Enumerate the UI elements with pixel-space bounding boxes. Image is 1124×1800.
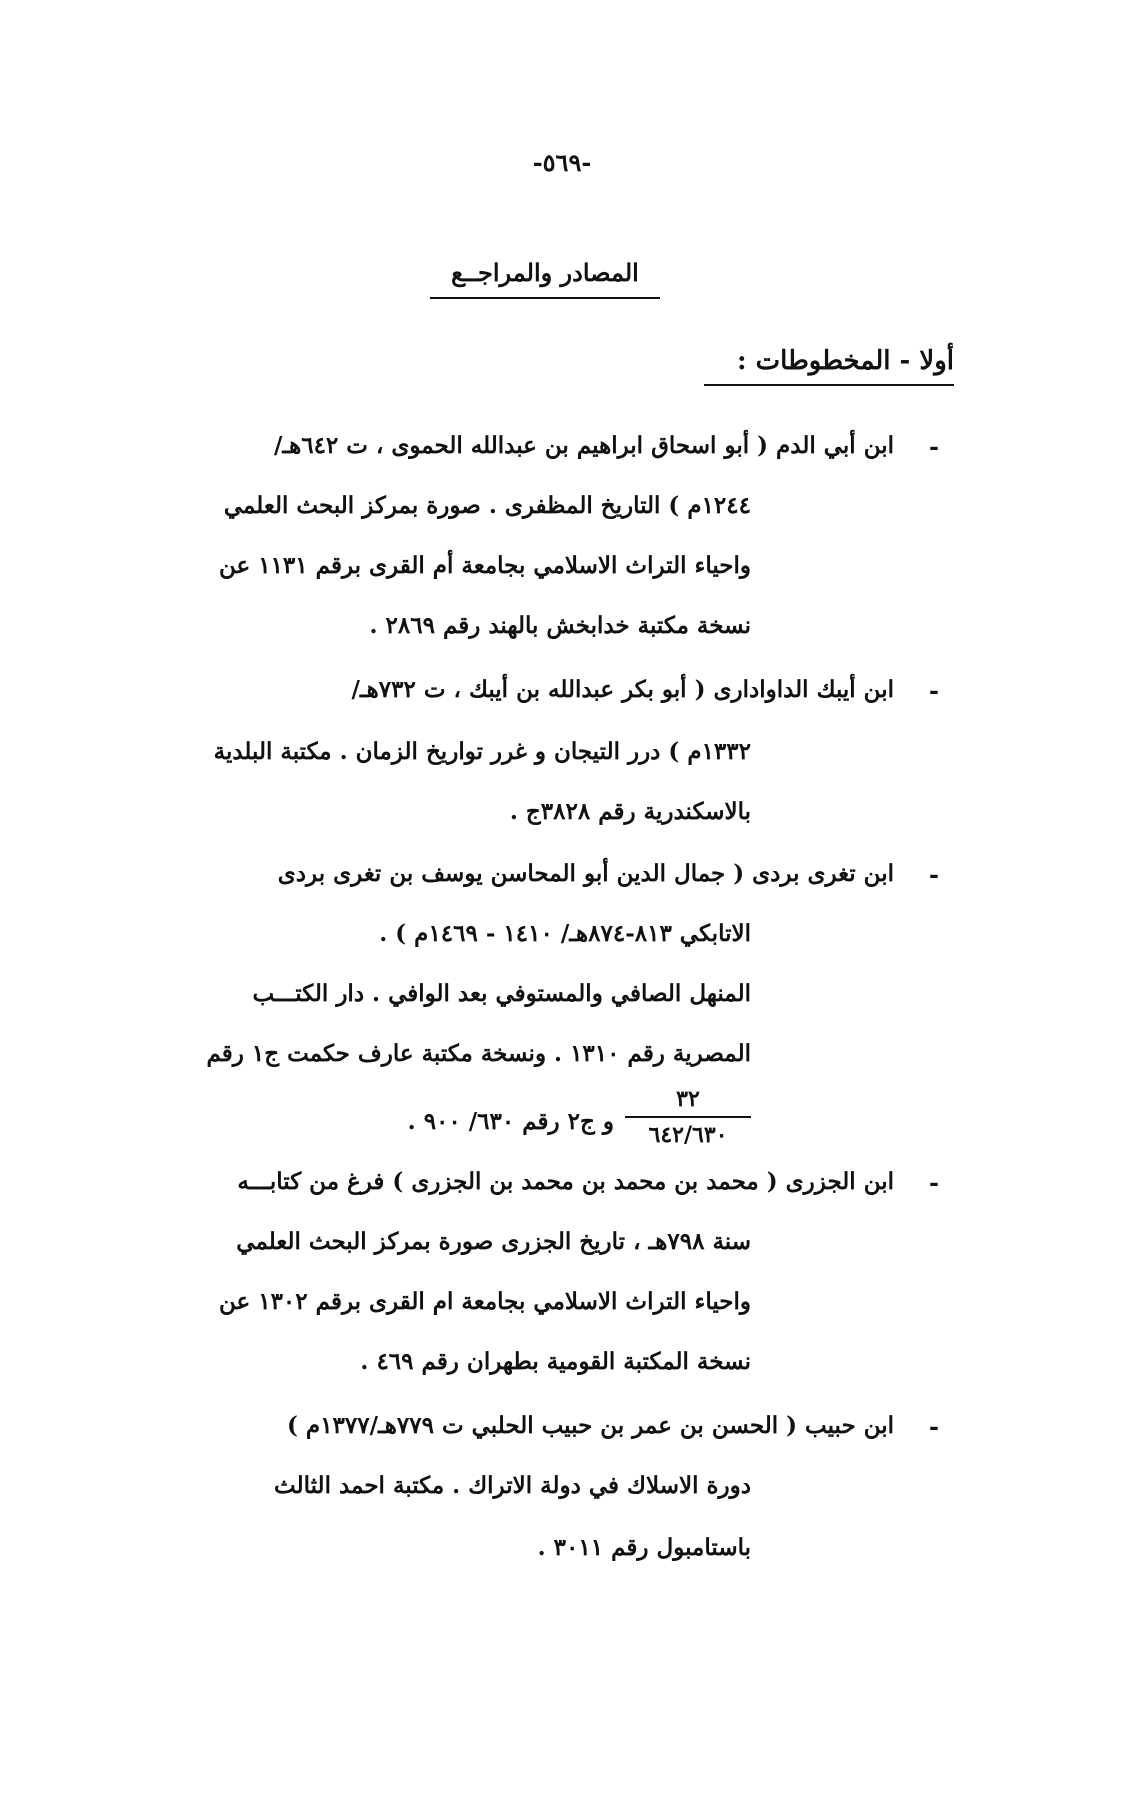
entry-line: ابن الجزرى ( محمد بن محمد بن محمد بن الجزرى ) فرغ من كتابـــه xyxy=(237,1168,894,1195)
entry-line: بالاسكندرية رقم ٣٨٢٨ج . xyxy=(509,798,751,825)
entry-line: ابن أبي الدم ( أبو اسحاق ابراهيم بن عبدالله الحموى ، ت ٦٤٢هـ/ xyxy=(273,432,894,459)
entry-line: دورة الاسلاك في دولة الاتراك . مكتبة احمد الثالث xyxy=(274,1472,751,1499)
entry-dash: - xyxy=(929,1168,939,1197)
entry-line: و ج٢ رقم ٦٣٠/ ٩٠٠ . xyxy=(407,1108,614,1135)
entry-line: المصرية رقم ١٣١٠ . ونسخة مكتبة عارف حكمت ج١ رقم xyxy=(206,1040,751,1067)
entry-line: الاتابكي ٨١٣-٨٧٤هـ/ ١٤١٠ - ١٤٦٩م ) . xyxy=(379,920,751,947)
entry-dash: - xyxy=(929,676,939,705)
entry-line: واحياء التراث الاسلامي بجامعة أم القرى برقم ١١٣١ عن xyxy=(218,552,751,579)
entry-line: سنة ٧٩٨هـ ، تاريخ الجزرى صورة بمركز البحث العلمي xyxy=(236,1228,751,1255)
fraction-numerator: ٣٢ xyxy=(625,1086,751,1118)
section-heading: أولا - المخطوطات : xyxy=(704,346,954,386)
entry-dash: - xyxy=(929,432,939,461)
entry-dash: - xyxy=(929,1412,939,1441)
page-title: المصادر والمراجــع xyxy=(430,258,660,299)
entry-line: المنهل الصافي والمستوفي بعد الوافي . دار الكتـــب xyxy=(252,980,751,1007)
shelfmark-fraction xyxy=(625,1086,751,1148)
entry-line: نسخة مكتبة خدابخش بالهند رقم ٢٨٦٩ . xyxy=(369,612,751,639)
entry-line: ابن حبيب ( الحسن بن عمر بن حبيب الحلبي ت ٧٧٩هـ/١٣٧٧م ) xyxy=(287,1412,894,1439)
entry-line: ١٢٤٤م ) التاريخ المظفرى . صورة بمركز البحث العلمي xyxy=(223,492,751,519)
entry-dash: - xyxy=(929,860,939,889)
fraction-denominator: ٦٤٢/٦٣٠ xyxy=(648,1122,728,1148)
entry-line: ١٣٣٢م ) درر التيجان و غرر تواريخ الزمان . مكتبة البلدية xyxy=(213,738,751,765)
page-number: -٥٦٩- xyxy=(532,148,592,177)
entry-line: ابن أيبك الداوادارى ( أبو بكر عبدالله بن أيبك ، ت ٧٣٢هـ/ xyxy=(351,676,894,703)
entry-line: ابن تغرى بردى ( جمال الدين أبو المحاسن يوسف بن تغرى بردى xyxy=(277,860,894,887)
entry-line: باستامبول رقم ٣٠١١ . xyxy=(537,1534,751,1561)
entry-line: نسخة المكتبة القومية بطهران رقم ٤٦٩ . xyxy=(360,1348,751,1375)
entry-line: واحياء التراث الاسلامي بجامعة ام القرى برقم ١٣٠٢ عن xyxy=(218,1288,751,1315)
